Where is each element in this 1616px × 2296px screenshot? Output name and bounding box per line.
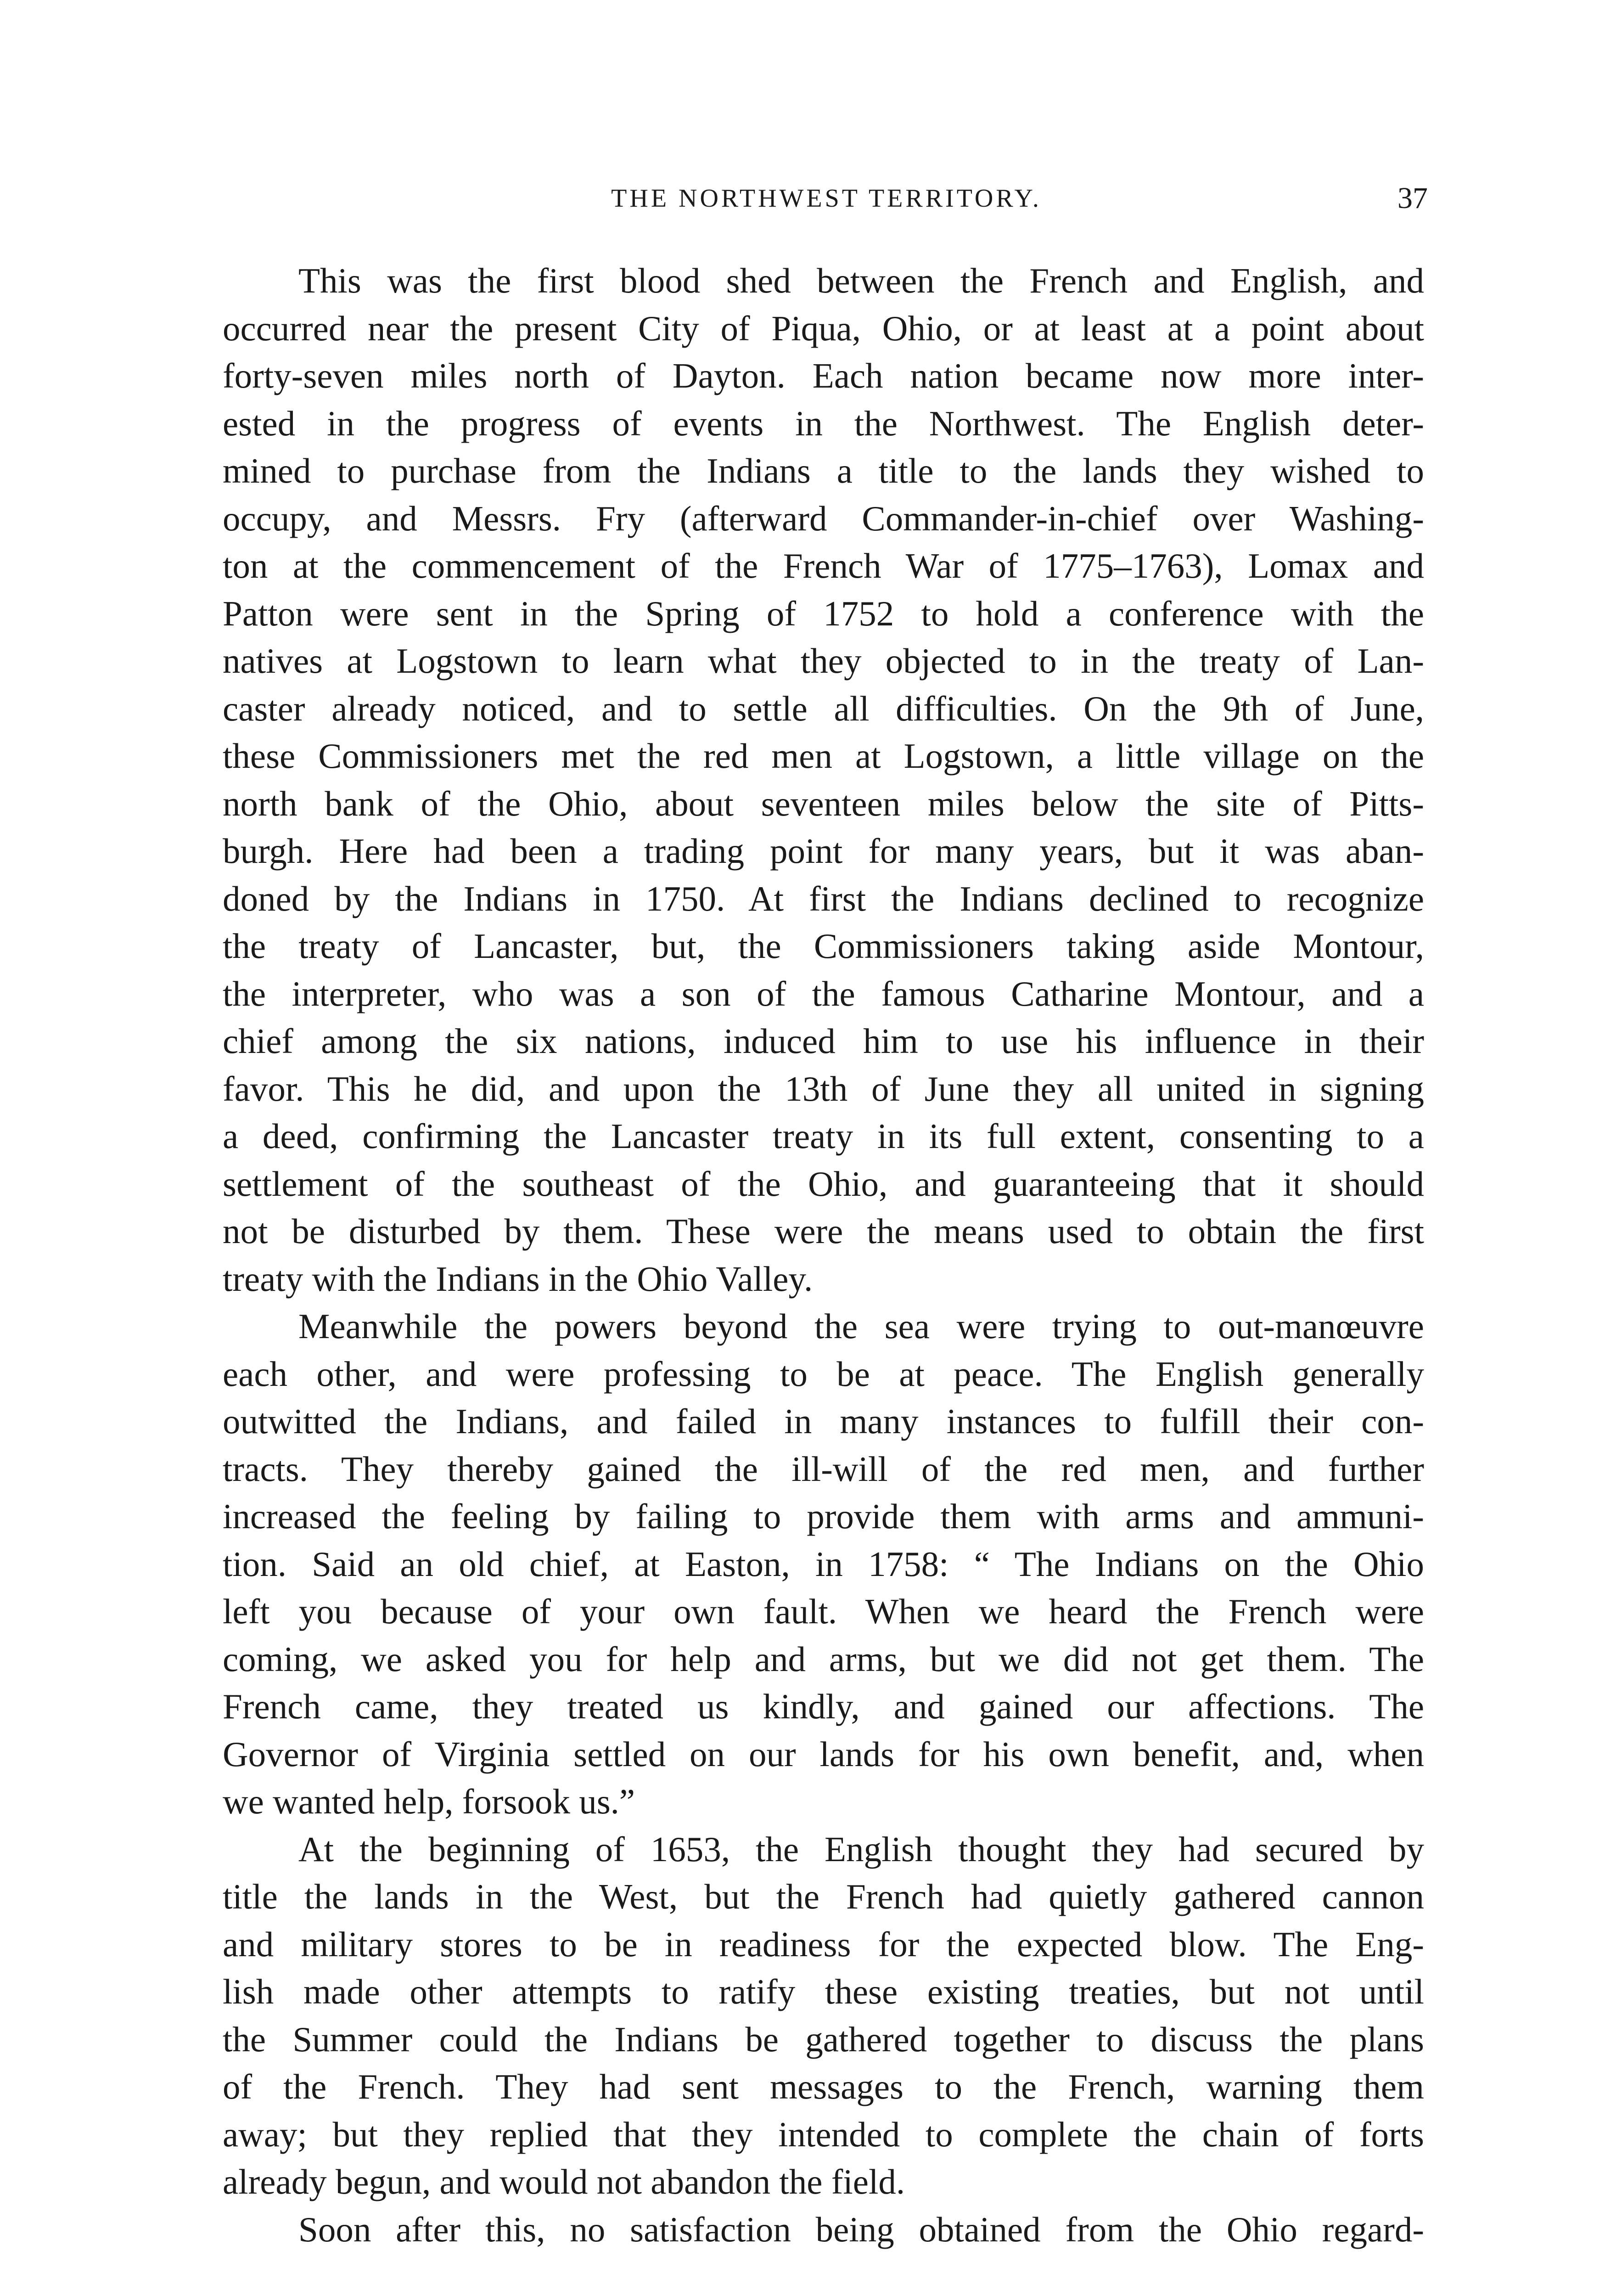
text-line: away; but they replied that they intended to complete the chain of forts bbox=[223, 2114, 1424, 2154]
text-line: natives at Logstown to learn what they objected to in the treaty of Lan- bbox=[223, 641, 1424, 681]
text-line: of the French. They had sent messages to the French, warning them bbox=[223, 2067, 1424, 2106]
text-line: title the lands in the West, but the French had quietly gathered cannon bbox=[223, 1877, 1424, 1916]
text-line: This was the first blood shed between the French and English, and bbox=[298, 261, 1424, 300]
text-line: a deed, confirming the Lancaster treaty in its full extent, consenting to a bbox=[223, 1116, 1424, 1156]
text-line: left you because of your own fault. When we heard the French were bbox=[223, 1592, 1424, 1631]
paragraph-2 bbox=[223, 1303, 1424, 1826]
text-line: increased the feeling by failing to provide them with arms and ammuni- bbox=[223, 1497, 1424, 1536]
text-body bbox=[223, 257, 1424, 2253]
text-line: Soon after this, no satisfaction being obtained from the Ohio regard- bbox=[298, 2209, 1424, 2249]
text-line: lish made other attempts to ratify these existing treaties, but not until bbox=[223, 1972, 1424, 2011]
text-line: Meanwhile the powers beyond the sea were trying to out-manœuvre bbox=[298, 1306, 1424, 1346]
text-line: outwitted the Indians, and failed in many instances to fulfill their con- bbox=[223, 1401, 1424, 1441]
text-line: French came, they treated us kindly, and gained our affections. The bbox=[223, 1687, 1424, 1726]
text-line: coming, we asked you for help and arms, but we did not get them. The bbox=[223, 1639, 1424, 1679]
text-line: ested in the progress of events in the Northwest. The English deter- bbox=[223, 403, 1424, 443]
text-line: burgh. Here had been a trading point for many years, but it was aban- bbox=[223, 831, 1424, 871]
running-title: THE NORTHWEST TERRITORY. bbox=[611, 184, 1042, 213]
text-line: At the beginning of 1653, the English thought they had secured by bbox=[298, 1829, 1424, 1869]
text-line: occupy, and Messrs. Fry (afterward Commander-in-chief over Washing- bbox=[223, 498, 1424, 538]
text-line: occurred near the present City of Piqua, Ohio, or at least at a point about bbox=[223, 308, 1424, 348]
text-line: forty-seven miles north of Dayton. Each nation became now more inter- bbox=[223, 356, 1424, 395]
text-line: the Summer could the Indians be gathered together to discuss the plans bbox=[223, 2019, 1424, 2059]
text-line: treaty with the Indians in the Ohio Valley. bbox=[223, 1259, 813, 1299]
text-line: the interpreter, who was a son of the famous Catharine Montour, and a bbox=[223, 974, 1424, 1013]
paragraph-1 bbox=[223, 257, 1424, 1303]
text-line: settlement of the southeast of the Ohio, and guaranteeing that it should bbox=[223, 1164, 1424, 1204]
text-line: Governor of Virginia settled on our lands for his own benefit, and, when bbox=[223, 1734, 1424, 1774]
text-line: these Commissioners met the red men at Logstown, a little village on the bbox=[223, 736, 1424, 776]
text-line: Patton were sent in the Spring of 1752 to hold a conference with the bbox=[223, 593, 1424, 633]
text-line: caster already noticed, and to settle all difficulties. On the 9th of June, bbox=[223, 688, 1424, 728]
text-line: not be disturbed by them. These were the means used to obtain the first bbox=[223, 1211, 1424, 1251]
text-line: and military stores to be in readiness for the expected blow. The Eng- bbox=[223, 1924, 1424, 1964]
text-line: already begun, and would not abandon the field. bbox=[223, 2162, 905, 2201]
text-line: tracts. They thereby gained the ill-will of the red men, and further bbox=[223, 1449, 1424, 1489]
text-line: north bank of the Ohio, about seventeen miles below the site of Pitts- bbox=[223, 783, 1424, 823]
text-line: doned by the Indians in 1750. At first the Indians declined to recognize bbox=[223, 878, 1424, 918]
text-line: the treaty of Lancaster, but, the Commissioners taking aside Montour, bbox=[223, 926, 1424, 966]
text-line: mined to purchase from the Indians a title to the lands they wished to bbox=[223, 451, 1424, 490]
text-line: tion. Said an old chief, at Easton, in 1758: “ The Indians on the Ohio bbox=[223, 1544, 1424, 1584]
paragraph-4 bbox=[223, 2206, 1424, 2254]
text-line: ton at the commencement of the French War of 1775–1763), Lomax and bbox=[223, 546, 1424, 585]
running-head bbox=[230, 180, 1428, 217]
paragraph-3 bbox=[223, 1826, 1424, 2206]
text-line: favor. This he did, and upon the 13th of June they all united in signing bbox=[223, 1069, 1424, 1109]
page-number: 37 bbox=[1397, 181, 1428, 215]
text-line: we wanted help, forsook us.” bbox=[223, 1782, 635, 1821]
text-line: each other, and were professing to be at peace. The English generally bbox=[223, 1354, 1424, 1394]
text-line: chief among the six nations, induced him to use his influence in their bbox=[223, 1021, 1424, 1061]
